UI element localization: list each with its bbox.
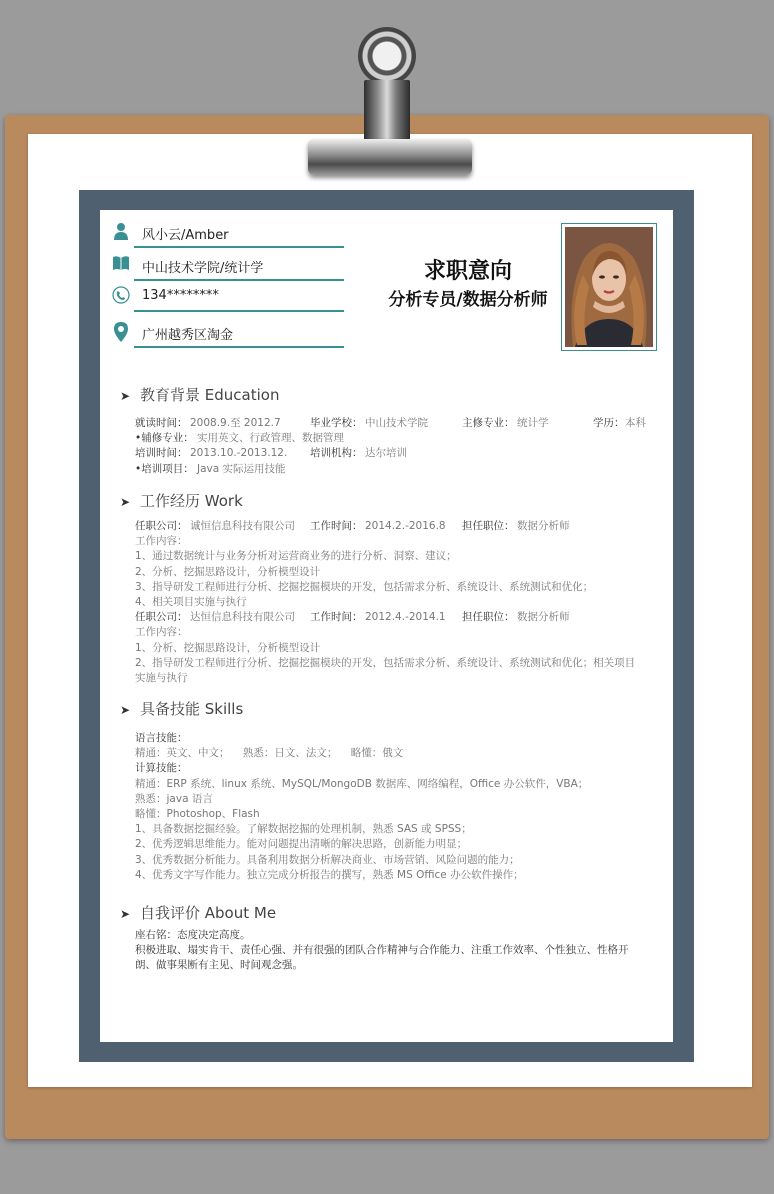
value: Java 实际运用技能 bbox=[197, 462, 286, 475]
list-item: 4、相关项目实施与执行 bbox=[135, 595, 247, 608]
list-item: 3、指导研发工程师进行分析、挖掘挖掘模块的开发，包括需求分析、系统设计、系统测试和优化； bbox=[135, 580, 594, 593]
contact-school bbox=[112, 253, 344, 283]
label: 任职公司： bbox=[135, 611, 188, 624]
list-item: 2、优秀逻辑思维能力。能对问题提出清晰的解决思路，创新能力明显； bbox=[135, 838, 468, 851]
value: 2014.2.-2016.8 bbox=[365, 520, 446, 532]
label: 语言技能： bbox=[135, 732, 188, 744]
list-item: 熟悉：java 语言 bbox=[135, 792, 213, 805]
label: 工作时间： bbox=[310, 520, 363, 532]
list-item: 2、分析、挖掘思路设计，分析模型设计 bbox=[135, 565, 321, 578]
list-item: 1、分析、挖掘思路设计，分析模型设计 bbox=[135, 641, 321, 654]
section-label: 自我评价 About Me bbox=[140, 904, 277, 922]
label: 任职公司： bbox=[135, 520, 188, 532]
value: 2012.4.-2014.1 bbox=[365, 611, 446, 624]
value: 统计学 bbox=[517, 417, 549, 429]
underline bbox=[134, 310, 344, 312]
list-item: 略懂：Photoshop、Flash bbox=[135, 807, 260, 820]
value: 中山技术学院 bbox=[365, 417, 428, 429]
contact-name bbox=[112, 220, 344, 250]
clip-ring bbox=[358, 27, 416, 85]
label: 工作时间： bbox=[310, 611, 363, 624]
list-item: 精通：ERP 系统、linux 系统、MySQL/MongoDB 数据库、网络编程，Office 办公软件，VBA； bbox=[135, 777, 589, 790]
school-text: 中山技术学院/统计学 bbox=[142, 261, 264, 276]
value: 数据分析师 bbox=[517, 520, 570, 532]
book-icon bbox=[112, 255, 130, 275]
list-item: 4、优秀文字写作能力。独立完成分析报告的撰写，熟悉 MS Office 办公软件操作； bbox=[135, 868, 524, 881]
list-item: 3、优秀数据分析能力。具备利用数据分析解决商业、市场营销、风险问题的能力； bbox=[135, 853, 520, 866]
portrait-image bbox=[565, 227, 653, 347]
section-about-title bbox=[120, 902, 276, 923]
value: 达尔培训 bbox=[365, 447, 407, 460]
label: 担任职位： bbox=[462, 611, 515, 624]
phone-icon bbox=[112, 286, 130, 306]
person-icon bbox=[112, 222, 130, 242]
work-content bbox=[135, 519, 655, 686]
value: 本科 bbox=[625, 417, 646, 429]
label: •培训项目： bbox=[135, 462, 194, 475]
clip-bar bbox=[308, 139, 472, 175]
phone-text: 134******** bbox=[142, 288, 219, 303]
section-label: 具备技能 Skills bbox=[140, 700, 244, 718]
label: 学历： bbox=[593, 417, 625, 429]
section-work-title bbox=[120, 490, 243, 511]
contact-phone bbox=[112, 284, 344, 314]
resume-sheet bbox=[100, 210, 673, 1042]
profile-photo bbox=[561, 223, 657, 351]
underline bbox=[134, 279, 344, 281]
label: 担任职位： bbox=[462, 520, 515, 532]
label: 毕业学校： bbox=[310, 417, 363, 429]
intent-title: 求职意向 bbox=[423, 259, 512, 284]
contact-address bbox=[112, 320, 344, 350]
underline bbox=[134, 246, 344, 248]
section-skills-title bbox=[120, 698, 243, 719]
chevron-right-icon: ➤ bbox=[120, 389, 131, 403]
chevron-right-icon: ➤ bbox=[120, 495, 131, 509]
address-text: 广州越秀区淘金 bbox=[142, 328, 234, 343]
chevron-right-icon: ➤ bbox=[120, 907, 131, 921]
value: 精通：英文、中文； 熟悉：日文、法文； 略懂：俄文 bbox=[135, 747, 404, 760]
section-label: 工作经历 Work bbox=[140, 492, 243, 510]
chevron-right-icon: ➤ bbox=[120, 703, 131, 717]
label: 培训时间： bbox=[135, 447, 188, 460]
value: 诚恒信息科技有限公司 bbox=[190, 520, 295, 532]
value: 2013.10.-2013.12. bbox=[190, 447, 288, 460]
motto: 座右铭：态度决定高度。 bbox=[135, 929, 251, 941]
value: 实用英文、行政管理、数据管理 bbox=[197, 432, 344, 445]
skills-content bbox=[135, 731, 655, 883]
label: 计算技能： bbox=[135, 762, 188, 775]
section-education-title bbox=[120, 384, 279, 405]
section-label: 教育背景 Education bbox=[140, 386, 280, 404]
underline bbox=[134, 346, 344, 348]
about-line: 积极进取、塌实肯干、责任心强、并有很强的团队合作精神与合作能力、注重工作效率、个性独立、性格开 bbox=[135, 944, 629, 957]
about-content bbox=[135, 928, 655, 974]
location-pin-icon bbox=[112, 322, 130, 342]
intent-position: 分析专员/数据分析师 bbox=[388, 290, 548, 310]
label: 工作内容： bbox=[135, 626, 188, 639]
label: 主修专业： bbox=[462, 417, 515, 429]
label: •辅修专业： bbox=[135, 432, 194, 445]
list-item: 1、通过数据统计与业务分析对运营商业务的进行分析、洞察、建议； bbox=[135, 550, 457, 563]
binder-clip bbox=[300, 24, 480, 180]
list-item: 2、指导研发工程师进行分析、挖掘挖掘模块的开发，包括需求分析、系统设计、系统测试和优化；相关项目 bbox=[135, 656, 636, 669]
about-line: 朗、做事果断有主见、时间观念强。 bbox=[135, 959, 303, 972]
name-text: 风小云/Amber bbox=[142, 228, 229, 243]
label: 就读时间： bbox=[135, 417, 188, 429]
value: 数据分析师 bbox=[517, 611, 570, 624]
value: 2008.9.至 2012.7 bbox=[190, 417, 281, 429]
label: 工作内容： bbox=[135, 535, 188, 548]
value: 达恒信息科技有限公司 bbox=[190, 611, 295, 624]
list-item: 1、具备数据挖掘经验。了解数据挖掘的处理机制，熟悉 SAS 或 SPSS； bbox=[135, 823, 472, 836]
education-content bbox=[135, 416, 655, 477]
label: 培训机构： bbox=[310, 447, 363, 460]
list-item: 实施与执行 bbox=[135, 671, 188, 684]
